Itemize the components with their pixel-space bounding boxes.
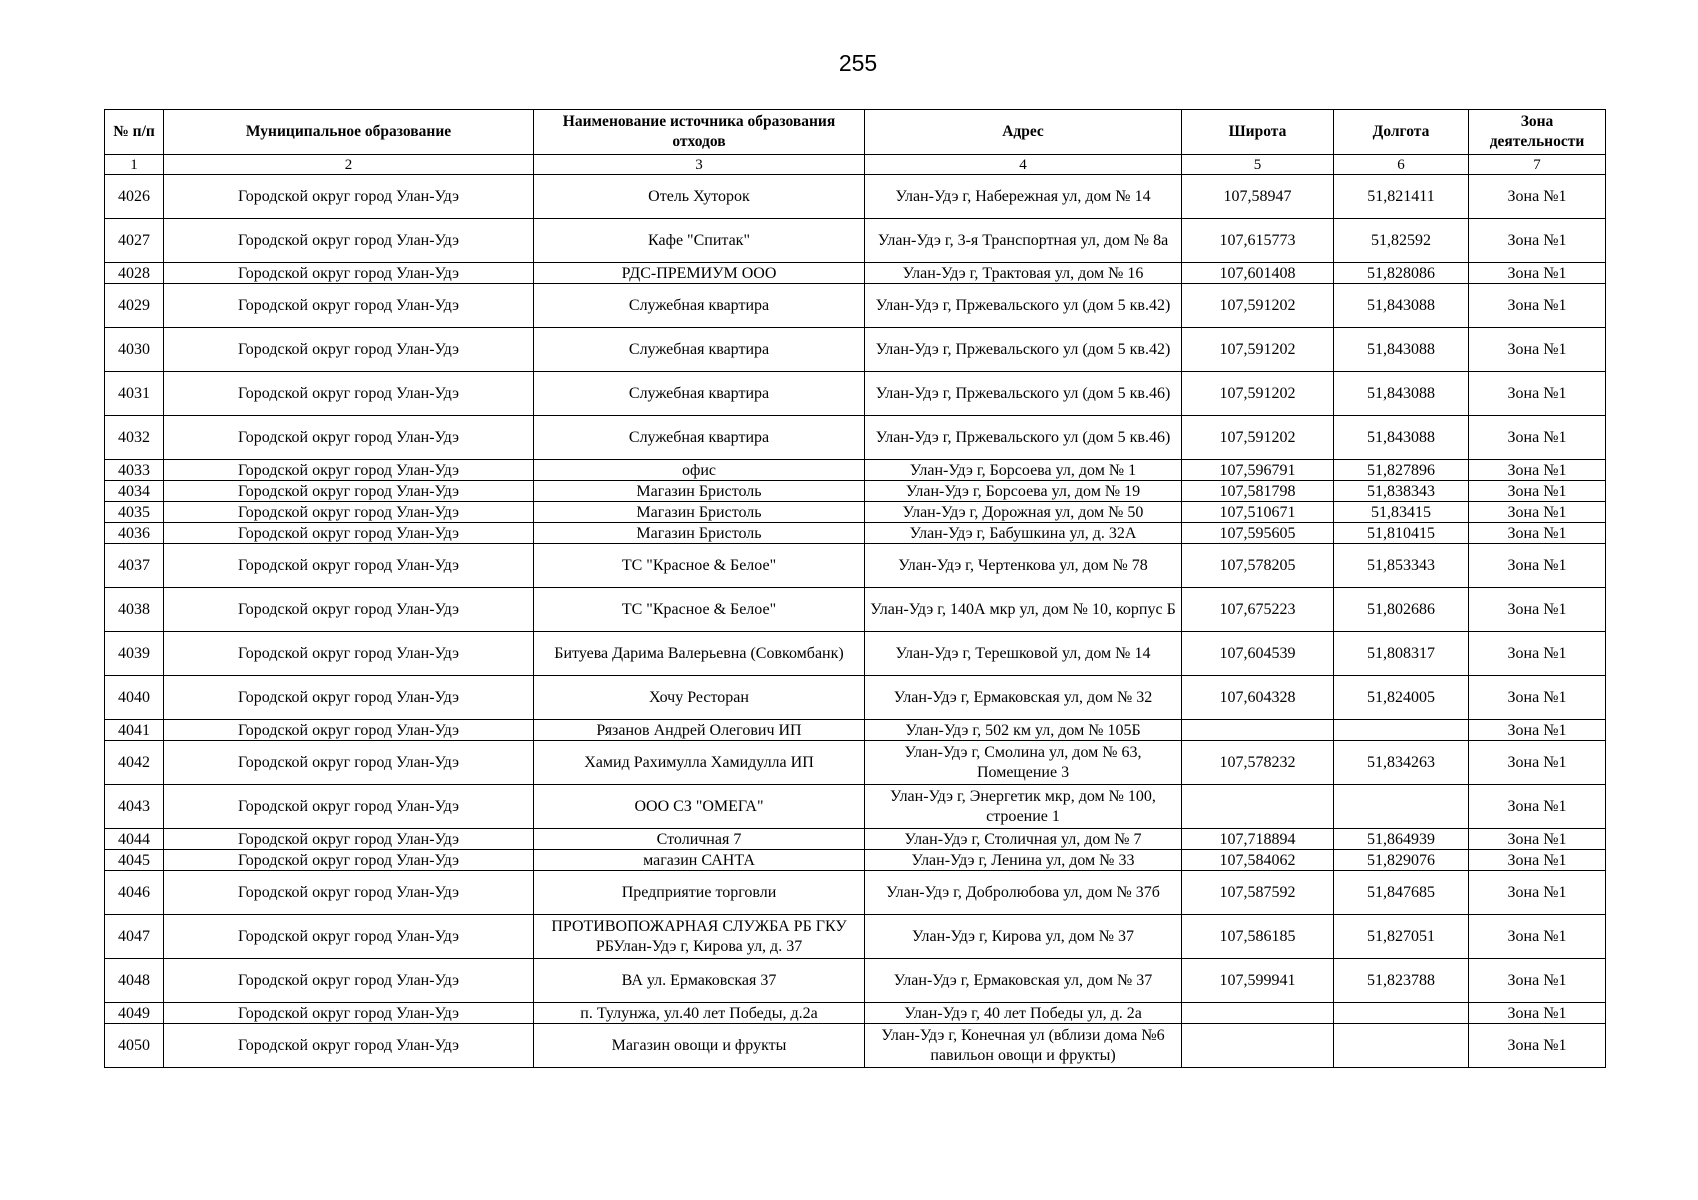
longitude-cell: 51,834263 <box>1334 741 1469 785</box>
municipality-cell: Городской округ город Улан-Удэ <box>164 416 534 460</box>
waste-sources-table <box>104 109 1606 1068</box>
longitude-cell: 51,827896 <box>1334 460 1469 481</box>
zone-cell: Зона №1 <box>1469 741 1606 785</box>
row-number: 4050 <box>105 1024 164 1068</box>
longitude-cell: 51,823788 <box>1334 959 1469 1003</box>
zone-cell: Зона №1 <box>1469 829 1606 850</box>
source-name-cell: Служебная квартира <box>534 284 865 328</box>
row-number: 4034 <box>105 481 164 502</box>
longitude-cell: 51,847685 <box>1334 871 1469 915</box>
source-name-cell: Рязанов Андрей Олегович ИП <box>534 720 865 741</box>
municipality-cell: Городской округ город Улан-Удэ <box>164 1024 534 1068</box>
latitude-cell: 107,591202 <box>1182 372 1334 416</box>
municipality-cell: Городской округ город Улан-Удэ <box>164 263 534 284</box>
row-number: 4044 <box>105 829 164 850</box>
latitude-cell: 107,604539 <box>1182 632 1334 676</box>
source-name-cell: РДС-ПРЕМИУМ ООО <box>534 263 865 284</box>
zone-cell: Зона №1 <box>1469 959 1606 1003</box>
row-number: 4030 <box>105 328 164 372</box>
row-number: 4035 <box>105 502 164 523</box>
municipality-cell: Городской округ город Улан-Удэ <box>164 785 534 829</box>
zone-cell: Зона №1 <box>1469 502 1606 523</box>
address-cell: Улан-Удэ г, Чертенкова ул, дом № 78 <box>865 544 1182 588</box>
zone-cell: Зона №1 <box>1469 284 1606 328</box>
longitude-cell: 51,853343 <box>1334 544 1469 588</box>
longitude-cell: 51,82592 <box>1334 219 1469 263</box>
row-number: 4031 <box>105 372 164 416</box>
source-name-cell: ТС "Красное & Белое" <box>534 588 865 632</box>
address-cell: Улан-Удэ г, Терешковой ул, дом № 14 <box>865 632 1182 676</box>
row-number: 4033 <box>105 460 164 481</box>
latitude-cell: 107,599941 <box>1182 959 1334 1003</box>
address-cell: Улан-Удэ г, 40 лет Победы ул, д. 2а <box>865 1003 1182 1024</box>
municipality-cell: Городской округ город Улан-Удэ <box>164 372 534 416</box>
column-number: 7 <box>1469 155 1606 175</box>
longitude-cell: 51,810415 <box>1334 523 1469 544</box>
table-row <box>105 871 1606 915</box>
longitude-cell <box>1334 1003 1469 1024</box>
latitude-cell: 107,581798 <box>1182 481 1334 502</box>
address-cell: Улан-Удэ г, Пржевальского ул (дом 5 кв.42) <box>865 328 1182 372</box>
address-cell: Улан-Удэ г, Пржевальского ул (дом 5 кв.46) <box>865 372 1182 416</box>
column-number: 3 <box>534 155 865 175</box>
source-name-cell: Битуева Дарима Валерьевна (Совкомбанк) <box>534 632 865 676</box>
table-body <box>105 175 1606 1068</box>
zone-cell: Зона №1 <box>1469 632 1606 676</box>
zone-cell: Зона №1 <box>1469 720 1606 741</box>
municipality-cell: Городской округ город Улан-Удэ <box>164 850 534 871</box>
address-cell: Улан-Удэ г, Пржевальского ул (дом 5 кв.42) <box>865 284 1182 328</box>
zone-cell: Зона №1 <box>1469 871 1606 915</box>
column-number: 5 <box>1182 155 1334 175</box>
municipality-cell: Городской округ город Улан-Удэ <box>164 544 534 588</box>
table-row <box>105 481 1606 502</box>
row-number: 4037 <box>105 544 164 588</box>
zone-cell: Зона №1 <box>1469 676 1606 720</box>
table-row <box>105 915 1606 959</box>
latitude-cell: 107,595605 <box>1182 523 1334 544</box>
source-name-cell: Хочу Ресторан <box>534 676 865 720</box>
longitude-cell: 51,864939 <box>1334 829 1469 850</box>
header-address: Адрес <box>865 110 1182 155</box>
table-row <box>105 502 1606 523</box>
column-number: 6 <box>1334 155 1469 175</box>
header-row <box>105 110 1606 155</box>
table-row <box>105 1024 1606 1068</box>
address-cell: Улан-Удэ г, Трактовая ул, дом № 16 <box>865 263 1182 284</box>
latitude-cell: 107,58947 <box>1182 175 1334 219</box>
latitude-cell <box>1182 720 1334 741</box>
longitude-cell: 51,821411 <box>1334 175 1469 219</box>
address-cell: Улан-Удэ г, Конечная ул (вблизи дома №6 павильон овощи и фрукты) <box>865 1024 1182 1068</box>
municipality-cell: Городской округ город Улан-Удэ <box>164 588 534 632</box>
longitude-cell: 51,838343 <box>1334 481 1469 502</box>
source-name-cell: Магазин овощи и фрукты <box>534 1024 865 1068</box>
address-cell: Улан-Удэ г, Борсоева ул, дом № 19 <box>865 481 1182 502</box>
municipality-cell: Городской округ город Улан-Удэ <box>164 502 534 523</box>
row-number: 4029 <box>105 284 164 328</box>
longitude-cell <box>1334 1024 1469 1068</box>
longitude-cell: 51,824005 <box>1334 676 1469 720</box>
latitude-cell: 107,578232 <box>1182 741 1334 785</box>
latitude-cell: 107,584062 <box>1182 850 1334 871</box>
row-number: 4049 <box>105 1003 164 1024</box>
municipality-cell: Городской округ город Улан-Удэ <box>164 1003 534 1024</box>
address-cell: Улан-Удэ г, Борсоева ул, дом № 1 <box>865 460 1182 481</box>
latitude-cell <box>1182 1003 1334 1024</box>
longitude-cell: 51,802686 <box>1334 588 1469 632</box>
longitude-cell: 51,843088 <box>1334 372 1469 416</box>
longitude-cell: 51,829076 <box>1334 850 1469 871</box>
municipality-cell: Городской округ город Улан-Удэ <box>164 219 534 263</box>
source-name-cell: Предприятие торговли <box>534 871 865 915</box>
municipality-cell: Городской округ город Улан-Удэ <box>164 741 534 785</box>
zone-cell: Зона №1 <box>1469 588 1606 632</box>
table-row <box>105 523 1606 544</box>
latitude-cell: 107,578205 <box>1182 544 1334 588</box>
source-name-cell: Магазин Бристоль <box>534 481 865 502</box>
column-number-row <box>105 155 1606 175</box>
municipality-cell: Городской округ город Улан-Удэ <box>164 829 534 850</box>
header-source: Наименование источника образования отходов <box>534 110 865 155</box>
table-row <box>105 328 1606 372</box>
address-cell: Улан-Удэ г, Ермаковская ул, дом № 37 <box>865 959 1182 1003</box>
row-number: 4027 <box>105 219 164 263</box>
municipality-cell: Городской округ город Улан-Удэ <box>164 871 534 915</box>
row-number: 4036 <box>105 523 164 544</box>
zone-cell: Зона №1 <box>1469 1024 1606 1068</box>
municipality-cell: Городской округ город Улан-Удэ <box>164 915 534 959</box>
table-row <box>105 263 1606 284</box>
address-cell: Улан-Удэ г, 3-я Транспортная ул, дом № 8а <box>865 219 1182 263</box>
page-number: 255 <box>838 50 878 76</box>
zone-cell: Зона №1 <box>1469 263 1606 284</box>
zone-cell: Зона №1 <box>1469 1003 1606 1024</box>
zone-cell: Зона №1 <box>1469 372 1606 416</box>
municipality-cell: Городской округ город Улан-Удэ <box>164 328 534 372</box>
row-number: 4043 <box>105 785 164 829</box>
latitude-cell: 107,601408 <box>1182 263 1334 284</box>
source-name-cell: ТС "Красное & Белое" <box>534 544 865 588</box>
latitude-cell: 107,675223 <box>1182 588 1334 632</box>
longitude-cell: 51,827051 <box>1334 915 1469 959</box>
longitude-cell: 51,843088 <box>1334 284 1469 328</box>
longitude-cell <box>1334 785 1469 829</box>
row-number: 4042 <box>105 741 164 785</box>
table-row <box>105 284 1606 328</box>
source-name-cell: офис <box>534 460 865 481</box>
table-row <box>105 829 1606 850</box>
address-cell: Улан-Удэ г, Набережная ул, дом № 14 <box>865 175 1182 219</box>
row-number: 4046 <box>105 871 164 915</box>
address-cell: Улан-Удэ г, Бабушкина ул, д. 32А <box>865 523 1182 544</box>
table-row <box>105 1003 1606 1024</box>
source-name-cell: Столичная 7 <box>534 829 865 850</box>
latitude-cell: 107,718894 <box>1182 829 1334 850</box>
table-row <box>105 720 1606 741</box>
latitude-cell <box>1182 1024 1334 1068</box>
zone-cell: Зона №1 <box>1469 460 1606 481</box>
zone-cell: Зона №1 <box>1469 915 1606 959</box>
longitude-cell: 51,808317 <box>1334 632 1469 676</box>
latitude-cell: 107,591202 <box>1182 328 1334 372</box>
source-name-cell: Хамид Рахимулла Хамидулла ИП <box>534 741 865 785</box>
row-number: 4040 <box>105 676 164 720</box>
column-number: 4 <box>865 155 1182 175</box>
source-name-cell: Служебная квартира <box>534 372 865 416</box>
zone-cell: Зона №1 <box>1469 544 1606 588</box>
zone-cell: Зона №1 <box>1469 328 1606 372</box>
source-name-cell: п. Тулунжа, ул.40 лет Победы, д.2а <box>534 1003 865 1024</box>
address-cell: Улан-Удэ г, Столичная ул, дом № 7 <box>865 829 1182 850</box>
header-zone: Зона деятельности <box>1469 110 1606 155</box>
latitude-cell: 107,587592 <box>1182 871 1334 915</box>
municipality-cell: Городской округ город Улан-Удэ <box>164 720 534 741</box>
latitude-cell: 107,591202 <box>1182 416 1334 460</box>
column-number: 1 <box>105 155 164 175</box>
longitude-cell: 51,828086 <box>1334 263 1469 284</box>
municipality-cell: Городской округ город Улан-Удэ <box>164 632 534 676</box>
row-number: 4032 <box>105 416 164 460</box>
municipality-cell: Городской округ город Улан-Удэ <box>164 175 534 219</box>
municipality-cell: Городской округ город Улан-Удэ <box>164 460 534 481</box>
latitude-cell: 107,604328 <box>1182 676 1334 720</box>
table-row <box>105 741 1606 785</box>
latitude-cell: 107,596791 <box>1182 460 1334 481</box>
zone-cell: Зона №1 <box>1469 175 1606 219</box>
zone-cell: Зона №1 <box>1469 481 1606 502</box>
address-cell: Улан-Удэ г, Пржевальского ул (дом 5 кв.46) <box>865 416 1182 460</box>
address-cell: Улан-Удэ г, Энергетик мкр, дом № 100, строение 1 <box>865 785 1182 829</box>
source-name-cell: Магазин Бристоль <box>534 523 865 544</box>
source-name-cell: ВА ул. Ермаковская 37 <box>534 959 865 1003</box>
table-row <box>105 850 1606 871</box>
source-name-cell: Отель Хуторок <box>534 175 865 219</box>
source-name-cell: Служебная квартира <box>534 416 865 460</box>
table-row <box>105 676 1606 720</box>
table-row <box>105 544 1606 588</box>
row-number: 4041 <box>105 720 164 741</box>
row-number: 4028 <box>105 263 164 284</box>
latitude-cell: 107,615773 <box>1182 219 1334 263</box>
address-cell: Улан-Удэ г, 140А мкр ул, дом № 10, корпус Б <box>865 588 1182 632</box>
latitude-cell: 107,586185 <box>1182 915 1334 959</box>
header-municipality: Муниципальное образование <box>164 110 534 155</box>
source-name-cell: Служебная квартира <box>534 328 865 372</box>
latitude-cell: 107,591202 <box>1182 284 1334 328</box>
longitude-cell: 51,843088 <box>1334 416 1469 460</box>
source-name-cell: ПРОТИВОПОЖАРНАЯ СЛУЖБА РБ ГКУ РБУлан-Удэ г, Кирова ул, д. 37 <box>534 915 865 959</box>
table-row <box>105 959 1606 1003</box>
municipality-cell: Городской округ город Улан-Удэ <box>164 481 534 502</box>
source-name-cell: Кафе "Спитак" <box>534 219 865 263</box>
address-cell: Улан-Удэ г, Добролюбова ул, дом № 37б <box>865 871 1182 915</box>
table-row <box>105 632 1606 676</box>
zone-cell: Зона №1 <box>1469 416 1606 460</box>
row-number: 4048 <box>105 959 164 1003</box>
row-number: 4026 <box>105 175 164 219</box>
table-row <box>105 785 1606 829</box>
address-cell: Улан-Удэ г, Кирова ул, дом № 37 <box>865 915 1182 959</box>
row-number: 4039 <box>105 632 164 676</box>
municipality-cell: Городской округ город Улан-Удэ <box>164 284 534 328</box>
header-longitude: Долгота <box>1334 110 1469 155</box>
table-row <box>105 460 1606 481</box>
column-number: 2 <box>164 155 534 175</box>
row-number: 4038 <box>105 588 164 632</box>
address-cell: Улан-Удэ г, Ермаковская ул, дом № 32 <box>865 676 1182 720</box>
zone-cell: Зона №1 <box>1469 219 1606 263</box>
latitude-cell: 107,510671 <box>1182 502 1334 523</box>
header-num: № п/п <box>105 110 164 155</box>
address-cell: Улан-Удэ г, 502 км ул, дом № 105Б <box>865 720 1182 741</box>
row-number: 4045 <box>105 850 164 871</box>
source-name-cell: Магазин Бристоль <box>534 502 865 523</box>
address-cell: Улан-Удэ г, Дорожная ул, дом № 50 <box>865 502 1182 523</box>
header-latitude: Широта <box>1182 110 1334 155</box>
table-row <box>105 219 1606 263</box>
table-row <box>105 416 1606 460</box>
table-row <box>105 588 1606 632</box>
latitude-cell <box>1182 785 1334 829</box>
zone-cell: Зона №1 <box>1469 850 1606 871</box>
table-row <box>105 175 1606 219</box>
municipality-cell: Городской округ город Улан-Удэ <box>164 676 534 720</box>
municipality-cell: Городской округ город Улан-Удэ <box>164 523 534 544</box>
longitude-cell <box>1334 720 1469 741</box>
source-name-cell: магазин САНТА <box>534 850 865 871</box>
municipality-cell: Городской округ город Улан-Удэ <box>164 959 534 1003</box>
address-cell: Улан-Удэ г, Смолина ул, дом № 63, Помещение 3 <box>865 741 1182 785</box>
address-cell: Улан-Удэ г, Ленина ул, дом № 33 <box>865 850 1182 871</box>
row-number: 4047 <box>105 915 164 959</box>
zone-cell: Зона №1 <box>1469 523 1606 544</box>
longitude-cell: 51,83415 <box>1334 502 1469 523</box>
source-name-cell: ООО СЗ "ОМЕГА" <box>534 785 865 829</box>
table-row <box>105 372 1606 416</box>
zone-cell: Зона №1 <box>1469 785 1606 829</box>
longitude-cell: 51,843088 <box>1334 328 1469 372</box>
